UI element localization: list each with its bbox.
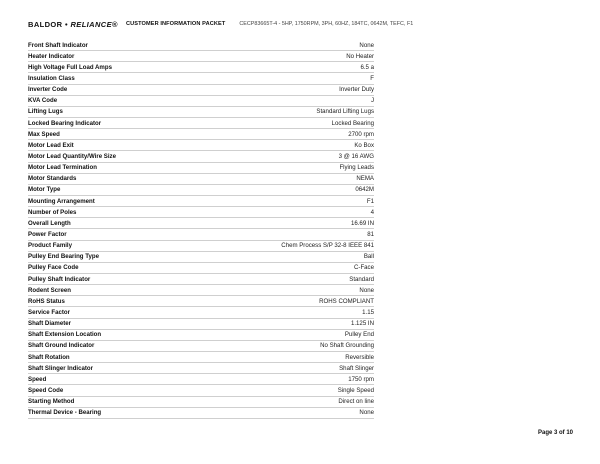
spec-label: Motor Lead Exit — [28, 141, 74, 149]
spec-value: 2700 rpm — [348, 130, 374, 138]
spec-row — [28, 229, 374, 240]
spec-row — [28, 218, 374, 229]
spec-value: Chem Process S/P 32-8 IEEE 841 — [281, 242, 374, 250]
spec-value: None — [359, 286, 374, 294]
spec-row — [28, 374, 374, 385]
spec-value: 1.125 IN — [350, 320, 374, 328]
logo-baldor: BALDOR — [28, 19, 63, 29]
logo-reliance: RELIANCE — [70, 19, 113, 29]
spec-value: 0642M — [355, 186, 374, 194]
spec-row — [28, 252, 374, 263]
spec-row — [28, 363, 374, 374]
spec-row — [28, 51, 374, 62]
spec-value: Single Speed — [337, 386, 374, 394]
spec-label: Mounting Arrangement — [28, 197, 95, 205]
spec-label: Max Speed — [28, 130, 60, 138]
spec-value: Pulley End — [344, 331, 374, 339]
spec-value: F — [370, 74, 374, 82]
spec-label: Lifting Lugs — [28, 108, 63, 116]
spec-row — [28, 140, 374, 151]
spec-value: 81 — [367, 230, 374, 238]
spec-value: Standard — [349, 275, 374, 283]
spec-label: Shaft Slinger Indicator — [28, 364, 94, 372]
spec-label: Inverter Code — [28, 86, 68, 94]
spec-row — [28, 196, 374, 207]
spec-value: J — [370, 97, 374, 105]
spec-row — [28, 285, 374, 296]
spec-value: None — [359, 409, 374, 417]
spec-label: Thermal Device - Bearing — [28, 409, 102, 417]
spec-label: Motor Type — [28, 186, 61, 194]
spec-table — [28, 40, 374, 419]
spec-value: Reversible — [345, 353, 374, 361]
spec-label: RoHS Status — [28, 297, 65, 305]
spec-value: No Shaft Grounding — [320, 342, 374, 350]
spec-row — [28, 352, 374, 363]
spec-label: Heater Indicator — [28, 52, 75, 60]
spec-label: Service Factor — [28, 308, 71, 316]
spec-label: Locked Bearing Indicator — [28, 119, 102, 127]
spec-label: Motor Lead Quantity/Wire Size — [28, 152, 116, 160]
spec-label: Shaft Extension Location — [28, 331, 102, 339]
page-header — [28, 18, 588, 30]
spec-label: Front Shaft Indicator — [28, 41, 88, 49]
spec-value: 1750 rpm — [348, 375, 374, 383]
spec-label: Overall Length — [28, 219, 71, 227]
spec-value: Ko Box — [354, 141, 374, 149]
logo-separator: • — [62, 19, 71, 29]
spec-value: ROHS COMPLIANT — [319, 297, 374, 305]
spec-value: Ball — [363, 253, 374, 261]
spec-row — [28, 62, 374, 73]
spec-label: Pulley Face Code — [28, 264, 79, 272]
spec-row — [28, 163, 374, 174]
spec-value: 4 — [370, 208, 374, 216]
spec-value: NEMA — [356, 175, 374, 183]
spec-row — [28, 40, 374, 51]
spec-row — [28, 397, 374, 408]
spec-row — [28, 207, 374, 218]
spec-row — [28, 385, 374, 396]
document-title: CUSTOMER INFORMATION PACKET — [126, 21, 226, 27]
spec-row — [28, 408, 374, 419]
spec-value: None — [359, 41, 374, 49]
spec-row — [28, 263, 374, 274]
spec-row — [28, 296, 374, 307]
spec-row — [28, 330, 374, 341]
spec-row — [28, 307, 374, 318]
spec-row — [28, 341, 374, 352]
spec-row — [28, 151, 374, 162]
spec-value: F1 — [366, 197, 374, 205]
spec-label: Shaft Diameter — [28, 320, 72, 328]
spec-row — [28, 319, 374, 330]
spec-value: 1.15 — [362, 308, 374, 316]
page-number: Page 3 of 10 — [537, 430, 573, 436]
logo-registered-mark: ® — [112, 19, 118, 29]
spec-label: Power Factor — [28, 230, 67, 238]
spec-label: High Voltage Full Load Amps — [28, 63, 112, 71]
spec-row — [28, 85, 374, 96]
spec-value: Direct on line — [338, 398, 374, 406]
spec-label: Speed Code — [28, 386, 64, 394]
spec-row — [28, 174, 374, 185]
spec-value: Locked Bearing — [331, 119, 374, 127]
spec-row — [28, 185, 374, 196]
spec-value: 16.69 IN — [350, 219, 374, 227]
spec-label: Pulley End Bearing Type — [28, 253, 99, 261]
spec-label: Shaft Rotation — [28, 353, 70, 361]
spec-row — [28, 73, 374, 84]
spec-label: Starting Method — [28, 398, 75, 406]
spec-label: Insulation Class — [28, 74, 75, 82]
spec-label: Speed — [28, 375, 47, 383]
spec-label: Number of Poles — [28, 208, 77, 216]
spec-value: No Heater — [346, 52, 374, 60]
spec-row — [28, 241, 374, 252]
spec-label: Motor Lead Termination — [28, 164, 97, 172]
spec-value: Standard Lifting Lugs — [316, 108, 374, 116]
spec-row — [28, 118, 374, 129]
spec-label: Motor Standards — [28, 175, 77, 183]
spec-value: 3 @ 16 AWG — [338, 152, 374, 160]
spec-label: Pulley Shaft Indicator — [28, 275, 91, 283]
spec-row — [28, 129, 374, 140]
spec-value: 6.5 a — [360, 63, 374, 71]
spec-value: C-Face — [354, 264, 374, 272]
spec-label: Shaft Ground Indicator — [28, 342, 95, 350]
spec-value: Flying Leads — [339, 164, 374, 172]
spec-label: Product Family — [28, 242, 73, 250]
spec-row — [28, 96, 374, 107]
company-logo — [28, 20, 126, 29]
spec-value: Inverter Duty — [339, 86, 374, 94]
spec-label: KVA Code — [28, 97, 58, 105]
document-subtitle: CECP83665T-4 - 5HP, 1750RPM, 3PH, 60HZ, 184TC, 0642M, TEFC, F1 — [239, 21, 414, 27]
spec-row — [28, 274, 374, 285]
spec-value: Shaft Slinger — [339, 364, 374, 372]
spec-row — [28, 107, 374, 118]
spec-label: Rodent Screen — [28, 286, 72, 294]
